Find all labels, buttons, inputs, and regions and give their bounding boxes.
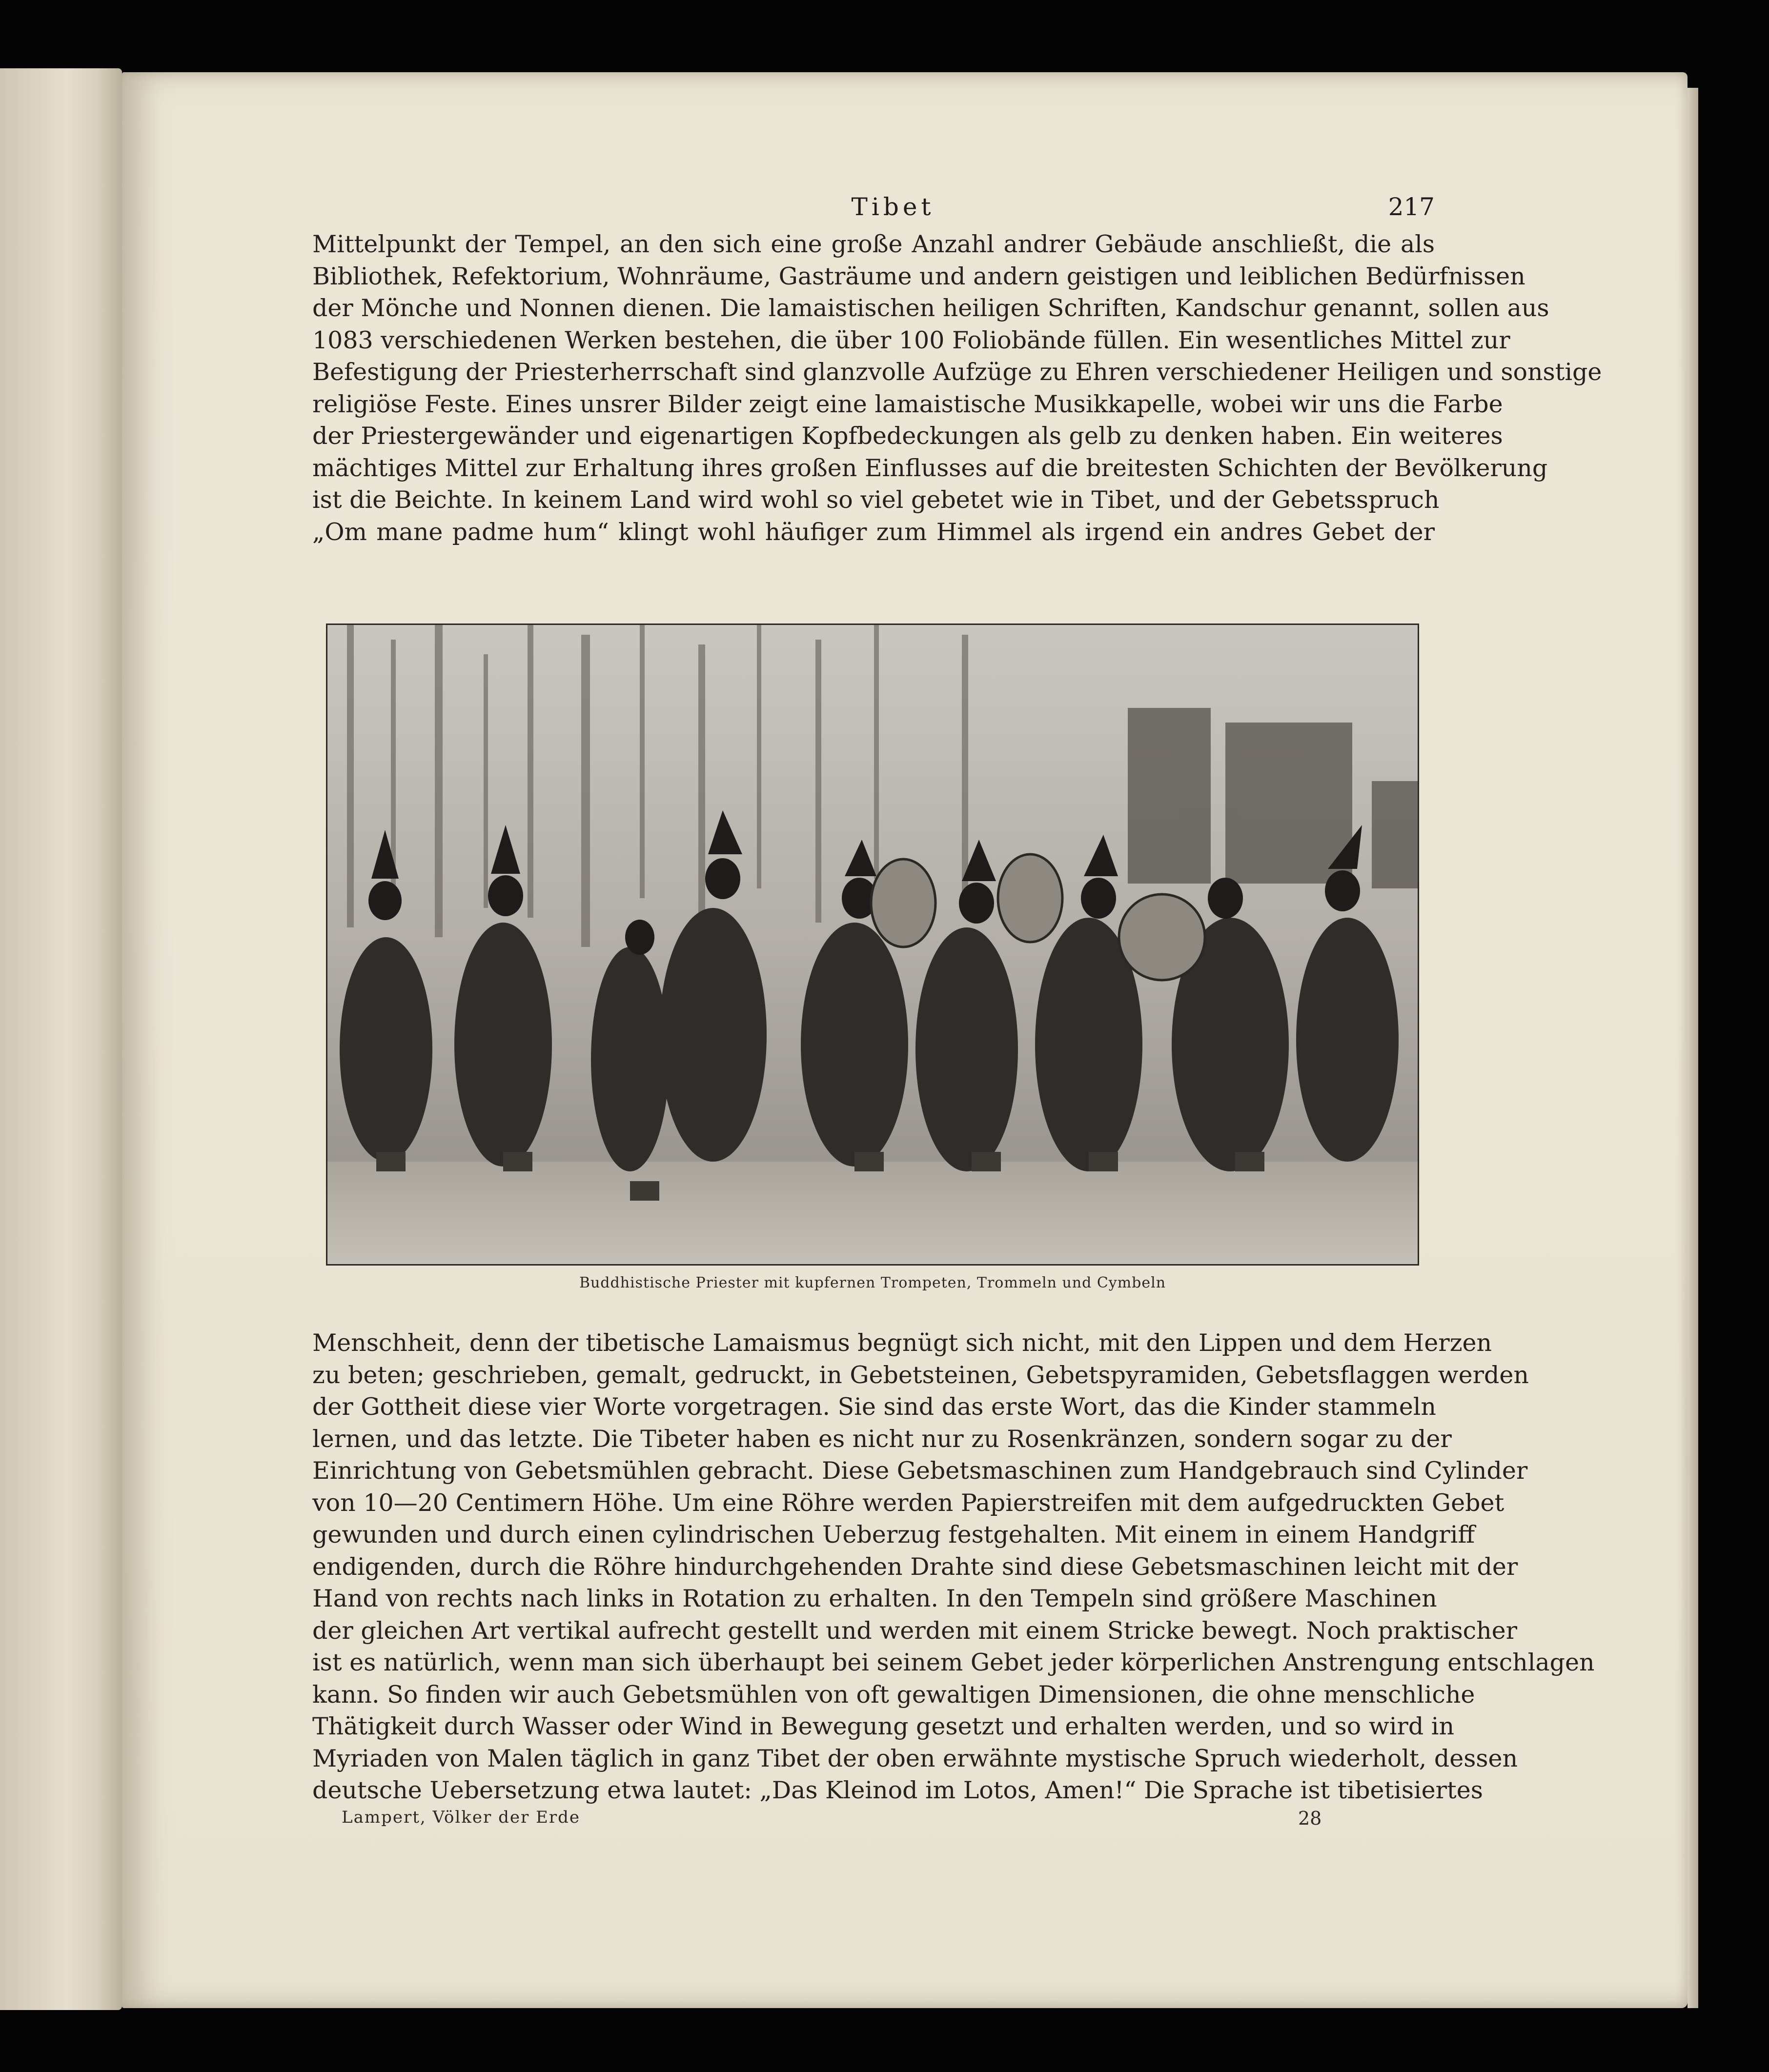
- text-line: Thätigkeit durch Wasser oder Wind in Bewegung gesetzt und erhalten werden, und so wird in: [312, 1712, 1455, 1740]
- photo-illustration: [327, 625, 1418, 1264]
- figure-caption: Buddhistische Priester mit kupfernen Trompeten, Trommeln und Cymbeln: [579, 1274, 1166, 1291]
- text-line: religiöse Feste. Eines unsrer Bilder zeigt eine lamaistische Musikkapelle, wobei wir uns die Farbe: [312, 390, 1503, 418]
- photograph: [326, 624, 1419, 1266]
- text-line: ist die Beichte. In keinem Land wird wohl so viel gebetet wie in Tibet, und der Gebetsspruch: [312, 486, 1440, 514]
- page-edge: [1688, 88, 1698, 2008]
- text-line: von 10—20 Centimern Höhe. Um eine Röhre werden Papierstreifen mit dem aufgedruckten Gebet: [312, 1489, 1505, 1517]
- text-line: kann. So finden wir auch Gebetsmühlen von oft gewaltigen Dimensionen, die ohne menschliche: [312, 1680, 1475, 1709]
- text-line: Bibliothek, Refektorium, Wohnräume, Gasträume und andern geistigen und leiblichen Bedürfnissen: [312, 262, 1525, 290]
- paragraph-top: [312, 228, 1602, 548]
- running-header: Tibet: [851, 193, 935, 221]
- text-line: „Om mane padme hum“ klingt wohl häufiger zum Himmel als irgend ein andres Gebet der: [312, 518, 1435, 546]
- page-number: 217: [1388, 193, 1435, 221]
- text-line: deutsche Uebersetzung etwa lautet: „Das Kleinod im Lotos, Amen!“ Die Sprache ist tibetisiertes: [312, 1776, 1483, 1804]
- text-line: ist es natürlich, wenn man sich überhaupt bei seinem Gebet jeder körperlichen Anstrengung entschlagen: [312, 1649, 1595, 1676]
- left-page: [0, 68, 122, 2010]
- text-line: Mittelpunkt der Tempel, an den sich eine große Anzahl andrer Gebäude anschließt, die als: [312, 230, 1435, 258]
- text-line: mächtiges Mittel zur Erhaltung ihres großen Einflusses auf die breitesten Schichten der Bevölkerung: [312, 454, 1548, 482]
- footer-book-title: Lampert, Völker der Erde: [342, 1808, 580, 1827]
- text-line: 1083 verschiedenen Werken bestehen, die über 100 Foliobände füllen. Ein wesentliches Mittel zur: [312, 326, 1510, 354]
- text-line: lernen, und das letzte. Die Tibeter haben es nicht nur zu Rosenkränzen, sondern sogar zu der: [312, 1425, 1452, 1453]
- text-line: Myriaden von Malen täglich in ganz Tibet der oben erwähnte mystische Spruch wiederholt, dessen: [312, 1744, 1518, 1772]
- text-line: Befestigung der Priesterherrschaft sind glanzvolle Aufzüge zu Ehren verschiedener Heiligen und sonstige: [312, 358, 1602, 386]
- text-line: Einrichtung von Gebetsmühlen gebracht. Diese Gebetsmaschinen zum Handgebrauch sind Cylinder: [312, 1457, 1528, 1485]
- text-line: zu beten; geschrieben, gemalt, gedruckt, in Gebetsteinen, Gebetspyramiden, Gebetsflaggen werden: [312, 1361, 1529, 1389]
- text-line: Hand von rechts nach links in Rotation zu erhalten. In den Tempeln sind größere Maschinen: [312, 1585, 1437, 1612]
- footer-signature: 28: [1298, 1808, 1322, 1829]
- text-line: der Priestergewänder und eigenartigen Kopfbedeckungen als gelb zu denken haben. Ein weiteres: [312, 422, 1503, 450]
- text-line: Menschheit, denn der tibetische Lamaismus begnügt sich nicht, mit den Lippen und dem Herzen: [312, 1329, 1492, 1357]
- text-line: gewunden und durch einen cylindrischen Ueberzug festgehalten. Mit einem in einem Handgriff: [312, 1521, 1475, 1549]
- text-line: endigenden, durch die Röhre hindurchgehenden Drahte sind diese Gebetsmaschinen leicht mit der: [312, 1552, 1518, 1581]
- text-line: der Mönche und Nonnen dienen. Die lamaistischen heiligen Schriften, Kandschur genannt, sollen aus: [312, 294, 1549, 322]
- text-line: der Gottheit diese vier Worte vorgetragen. Sie sind das erste Wort, das die Kinder stammeln: [312, 1393, 1436, 1421]
- paragraph-bottom: [312, 1327, 1595, 1807]
- text-line: der gleichen Art vertikal aufrecht gestellt und werden mit einem Stricke bewegt. Noch praktischer: [312, 1616, 1518, 1645]
